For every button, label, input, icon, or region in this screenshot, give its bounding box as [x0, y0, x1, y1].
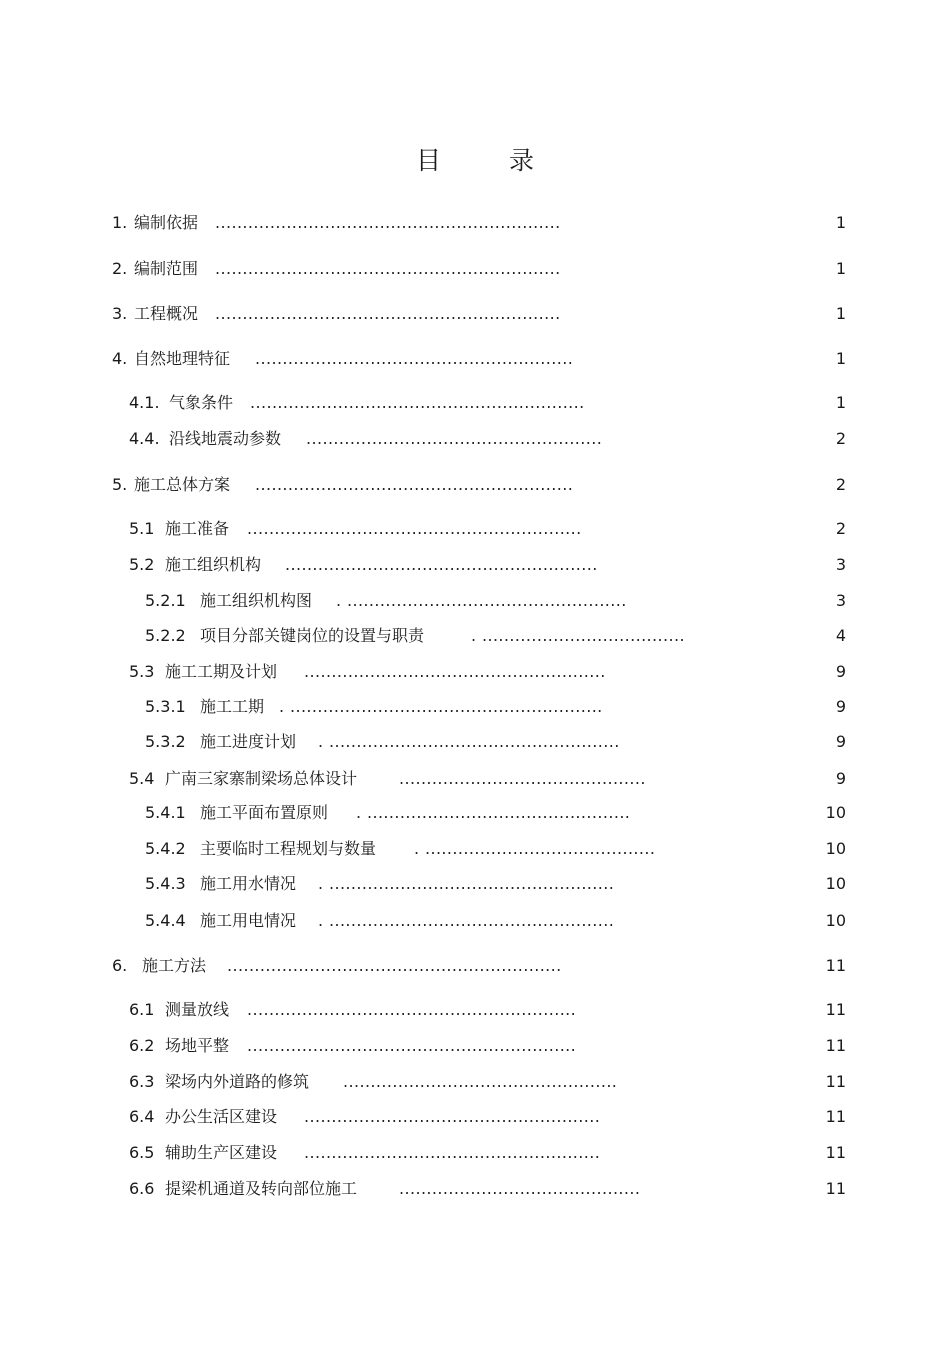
toc-entry-number: 4.4. — [129, 429, 160, 448]
toc-entry-title: 沿线地震动参数 — [169, 429, 282, 448]
toc-entry-leader: ............................................................. — [227, 956, 562, 975]
toc-entry-page: 11 — [825, 1000, 846, 1019]
toc-entry-page: 11 — [825, 1143, 846, 1162]
toc-entry-leader: ............................................................. — [250, 393, 585, 412]
toc-entry-title: 主要临时工程规划与数量 — [200, 839, 377, 858]
toc-entry-leader: ............................................................... — [215, 259, 561, 278]
toc-entry-leader: . .................................................... — [318, 874, 615, 893]
toc-entry-number: 6.2 — [129, 1036, 155, 1055]
toc-entry-number: 5.3.2 — [145, 732, 186, 751]
toc-entry-page: 1 — [835, 213, 846, 232]
toc-entry-page: 10 — [825, 839, 846, 858]
toc-entry-leader: . ..................................... — [471, 626, 685, 645]
toc-entry-title: 提梁机通道及转向部位施工 — [165, 1179, 358, 1198]
toc-entry-number: 5. — [112, 475, 128, 494]
toc-entry-title: 编制依据 — [134, 213, 199, 232]
toc-entry[interactable] — [0, 998, 950, 1022]
toc-entry-title: 施工平面布置原则 — [200, 803, 329, 822]
toc-entry-page: 9 — [835, 662, 846, 681]
toc-entry-page: 2 — [835, 429, 846, 448]
toc-entry-leader: . ................................................ — [356, 803, 631, 822]
toc-entry-number: 5.2.2 — [145, 626, 186, 645]
toc-entry-leader: .......................................................... — [255, 349, 574, 368]
toc-entry[interactable] — [0, 211, 950, 235]
toc-entry-leader: . ................................................... — [336, 591, 627, 610]
toc-entry[interactable] — [0, 909, 950, 933]
toc-entry-leader: . .......................................... — [414, 839, 656, 858]
toc-entry-title: 施工总体方案 — [134, 475, 231, 494]
toc-entry-title: 自然地理特征 — [134, 349, 231, 368]
toc-entry-page: 10 — [825, 874, 846, 893]
toc-entry-title: 施工准备 — [165, 519, 230, 538]
toc-entry-page: 4 — [835, 626, 846, 645]
toc-entry-number: 6.6 — [129, 1179, 155, 1198]
toc-entry-leader: . ......................................................... — [279, 697, 603, 716]
toc-entry[interactable] — [0, 1141, 950, 1165]
toc-entry-number: 6.3 — [129, 1072, 155, 1091]
toc-entry[interactable] — [0, 730, 950, 754]
toc-entry-number: 1. — [112, 213, 128, 232]
toc-entry[interactable] — [0, 695, 950, 719]
toc-entry[interactable] — [0, 660, 950, 684]
toc-entry-title: 施工用电情况 — [200, 911, 297, 930]
toc-entry-leader: . ..................................................... — [318, 732, 620, 751]
toc-entry[interactable] — [0, 837, 950, 861]
toc-entry-number: 4. — [112, 349, 128, 368]
toc-entry-title: 编制范围 — [134, 259, 199, 278]
toc-entry-title: 辅助生产区建设 — [165, 1143, 278, 1162]
toc-entry[interactable] — [0, 1070, 950, 1094]
toc-entry-title: 施工组织机构图 — [200, 591, 313, 610]
toc-entry[interactable] — [0, 347, 950, 371]
toc-entry-page: 9 — [835, 732, 846, 751]
toc-entry-number: 5.4 — [129, 769, 155, 788]
toc-entry[interactable] — [0, 391, 950, 415]
toc-entry[interactable] — [0, 872, 950, 896]
toc-entry-title: 施工工期及计划 — [165, 662, 278, 681]
toc-entry[interactable] — [0, 624, 950, 648]
toc-entry-page: 11 — [825, 1072, 846, 1091]
toc-entry[interactable] — [0, 473, 950, 497]
toc-entry-page: 9 — [835, 769, 846, 788]
toc-entry[interactable] — [0, 1177, 950, 1201]
toc-entry[interactable] — [0, 553, 950, 577]
toc-entry-number: 5.4.1 — [145, 803, 186, 822]
toc-entry-title: 施工进度计划 — [200, 732, 297, 751]
toc-entry-page: 1 — [835, 304, 846, 323]
toc-entry-leader: ............................................. — [399, 769, 646, 788]
toc-entry-leader: ......................................................... — [285, 555, 598, 574]
toc-entry-number: 6.4 — [129, 1107, 155, 1126]
toc-entry-leader: .................................................. — [343, 1072, 618, 1091]
toc-entry-number: 5.4.2 — [145, 839, 186, 858]
toc-entry[interactable] — [0, 589, 950, 613]
toc-entry[interactable] — [0, 257, 950, 281]
toc-entry-leader: .......................................................... — [255, 475, 574, 494]
toc-entry-page: 10 — [825, 803, 846, 822]
toc-entry-page: 10 — [825, 911, 846, 930]
toc-entry[interactable] — [0, 427, 950, 451]
toc-entry[interactable] — [0, 517, 950, 541]
toc-entry-title: 施工用水情况 — [200, 874, 297, 893]
toc-entry-page: 2 — [835, 519, 846, 538]
toc-entry-leader: ...................................................... — [304, 1143, 601, 1162]
toc-entry-title: 办公生活区建设 — [165, 1107, 278, 1126]
toc-entry-title: 工程概况 — [134, 304, 199, 323]
toc-entry-title: 施工工期 — [200, 697, 265, 716]
toc-entry-page: 11 — [825, 956, 846, 975]
toc-entry-number: 3. — [112, 304, 128, 323]
toc-entry-number: 6.5 — [129, 1143, 155, 1162]
toc-entry-page: 11 — [825, 1107, 846, 1126]
toc-entry-number: 6.1 — [129, 1000, 155, 1019]
toc-entry-page: 3 — [835, 555, 846, 574]
toc-entry-page: 3 — [835, 591, 846, 610]
toc-entry-title: 项目分部关键岗位的设置与职责 — [200, 626, 425, 645]
toc-entry-page: 1 — [835, 259, 846, 278]
toc-entry[interactable] — [0, 302, 950, 326]
toc-entry-page: 11 — [825, 1036, 846, 1055]
toc-entry[interactable] — [0, 767, 950, 791]
toc-entry-number: 4.1. — [129, 393, 160, 412]
toc-entry[interactable] — [0, 954, 950, 978]
toc-entry-leader: ...................................................... — [304, 1107, 601, 1126]
toc-entry-title: 施工组织机构 — [165, 555, 262, 574]
toc-entry-number: 5.3.1 — [145, 697, 186, 716]
toc-entry[interactable] — [0, 801, 950, 825]
toc-entry-page: 1 — [835, 349, 846, 368]
toc-entry-leader: . .................................................... — [318, 911, 615, 930]
toc-entry-leader: ............................................ — [399, 1179, 641, 1198]
toc-entry-leader: ............................................................... — [215, 213, 561, 232]
toc-entry[interactable] — [0, 1105, 950, 1129]
toc-entry-page: 11 — [825, 1179, 846, 1198]
toc-entry-title: 气象条件 — [169, 393, 234, 412]
toc-entry-leader: ............................................................ — [247, 1036, 577, 1055]
toc-entry-number: 5.1 — [129, 519, 155, 538]
toc-entry-page: 1 — [835, 393, 846, 412]
page-title: 目 录 — [416, 146, 564, 175]
toc-entry-page: 9 — [835, 697, 846, 716]
toc-entry-title: 梁场内外道路的修筑 — [165, 1072, 310, 1091]
toc-entry-leader: ............................................................... — [215, 304, 561, 323]
toc-entry-number: 2. — [112, 259, 128, 278]
toc-entry-number: 5.4.4 — [145, 911, 186, 930]
toc-entry-number: 5.3 — [129, 662, 155, 681]
toc-entry-number: 5.4.3 — [145, 874, 186, 893]
toc-entry-number: 5.2 — [129, 555, 155, 574]
toc-entry-number: 6. — [112, 956, 128, 975]
toc-entry-leader: ............................................................. — [247, 519, 582, 538]
toc-entry-title: 测量放线 — [165, 1000, 230, 1019]
toc-entry-leader: ............................................................ — [247, 1000, 577, 1019]
toc-entry-title: 施工方法 — [142, 956, 207, 975]
toc-entry-page: 2 — [835, 475, 846, 494]
toc-entry-leader: ....................................................... — [304, 662, 606, 681]
toc-entry-title: 广南三家寨制梁场总体设计 — [165, 769, 358, 788]
toc-entry-leader: ...................................................... — [306, 429, 603, 448]
toc-entry-number: 5.2.1 — [145, 591, 186, 610]
toc-entry-title: 场地平整 — [165, 1036, 230, 1055]
toc-entry[interactable] — [0, 1034, 950, 1058]
